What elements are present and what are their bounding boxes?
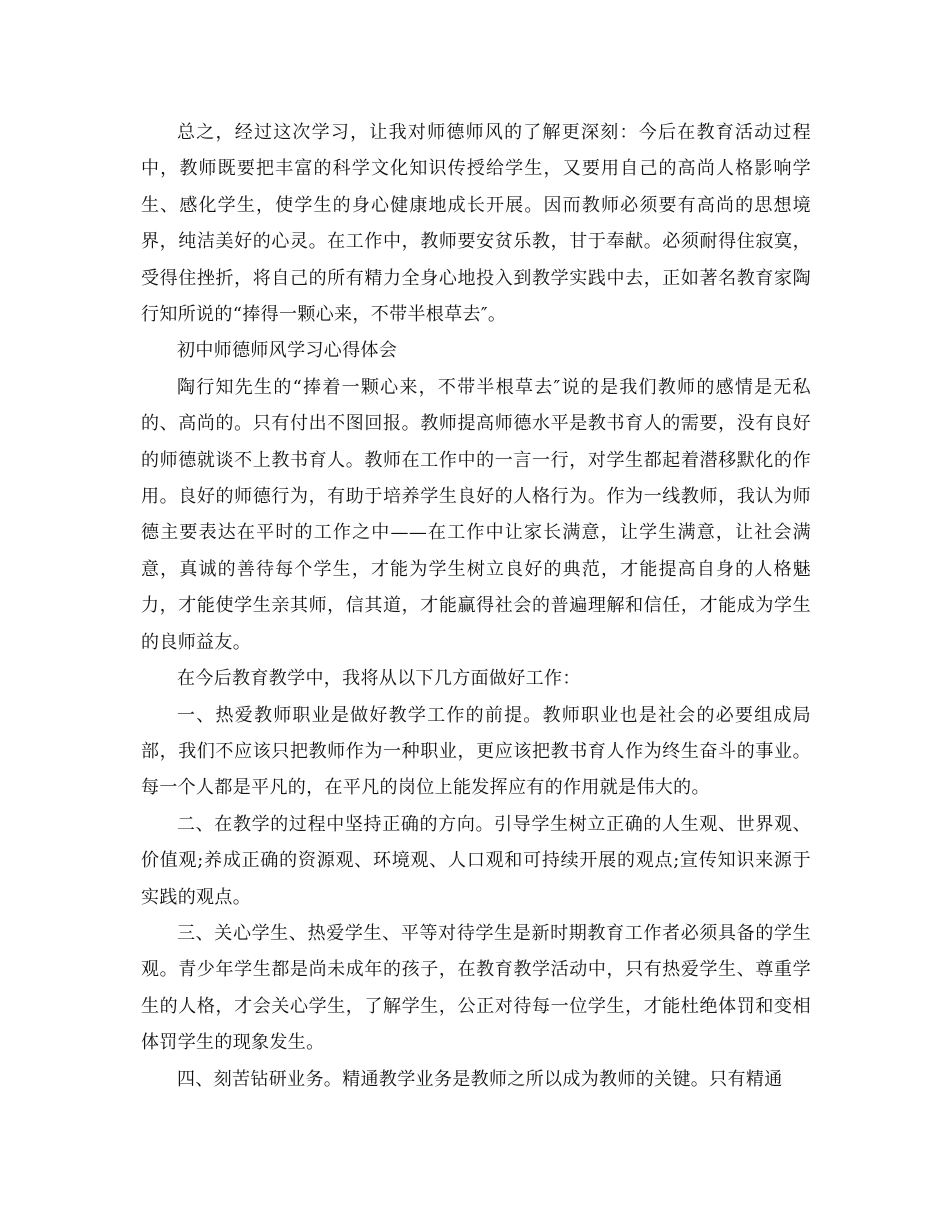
paragraph-item-4: 四、刻苦钻研业务。精通教学业务是教师之所以成为教师的关键。只有精通	[177, 1068, 783, 1090]
paragraph-summary: 总之，经过这次学习，让我对师德师风的了解更深刻：今后在教育活动过程中，教师既要把丰富的科学文化知识传授给学生，又要用自己的高尚人格影响学生、感化学生，使学生的身心健康地成长开展。因而教师必须要有高尚的思想境界，纯洁美好的心灵。在工作中，教师要安贫乐教，甘于奉献。必须耐得住寂寞，受得住挫折，将自己的所有精力全身心地投入到教学实践中去，正如著名教育家陶行知所说的“捧得一颗心来，不带半根草去″。	[141, 122, 811, 326]
document-body	[141, 115, 811, 1098]
paragraph-intro-list: 在今后教育教学中，我将从以下几方面做好工作：	[177, 668, 581, 690]
paragraph-tao-xingzhi: 陶行知先生的“捧着一颗心来，不带半根草去″说的是我们教师的感情是无私的、高尚的。只有付出不图回报。教师提高师德水平是教书育人的需要，没有良好的师德就谈不上教书育人。教师在工作中的一言一行，对学生都起着潜移默化的作用。良好的师德行为，有助于培养学生良好的人格行为。作为一线教师，我认为师德主要表达在平时的工作之中——在工作中让家长满意，让学生满意，让社会满意，真诚的善待每个学生，才能为学生树立良好的典范，才能提高自身的人格魅力，才能使学生亲其师，信其道，才能赢得社会的普遍理解和信任，才能成为学生的良师益友。	[141, 376, 811, 653]
paragraph-item-2: 二、在教学的过程中坚持正确的方向。引导学生树立正确的人生观、世界观、价值观;养成正确的资源观、环境观、人口观和可持续开展的观点;宣传知识来源于实践的观点。	[141, 813, 811, 908]
section-title: 初中师德师风学习心得体会	[177, 340, 398, 362]
paragraph-item-3: 三、关心学生、热爱学生、平等对待学生是新时期教育工作者必须具备的学生观。青少年学生都是尚未成年的孩子，在教育教学活动中，只有热爱学生、尊重学生的人格，才会关心学生，了解学生，公正对待每一位学生，才能杜绝体罚和变相体罚学生的现象发生。	[141, 922, 811, 1054]
paragraph-item-1: 一、热爱教师职业是做好教学工作的前提。教师职业也是社会的必要组成局部，我们不应该只把教师作为一种职业，更应该把教书育人作为终生奋斗的事业。每一个人都是平凡的，在平凡的岗位上能发挥应有的作用就是伟大的。	[141, 704, 811, 799]
